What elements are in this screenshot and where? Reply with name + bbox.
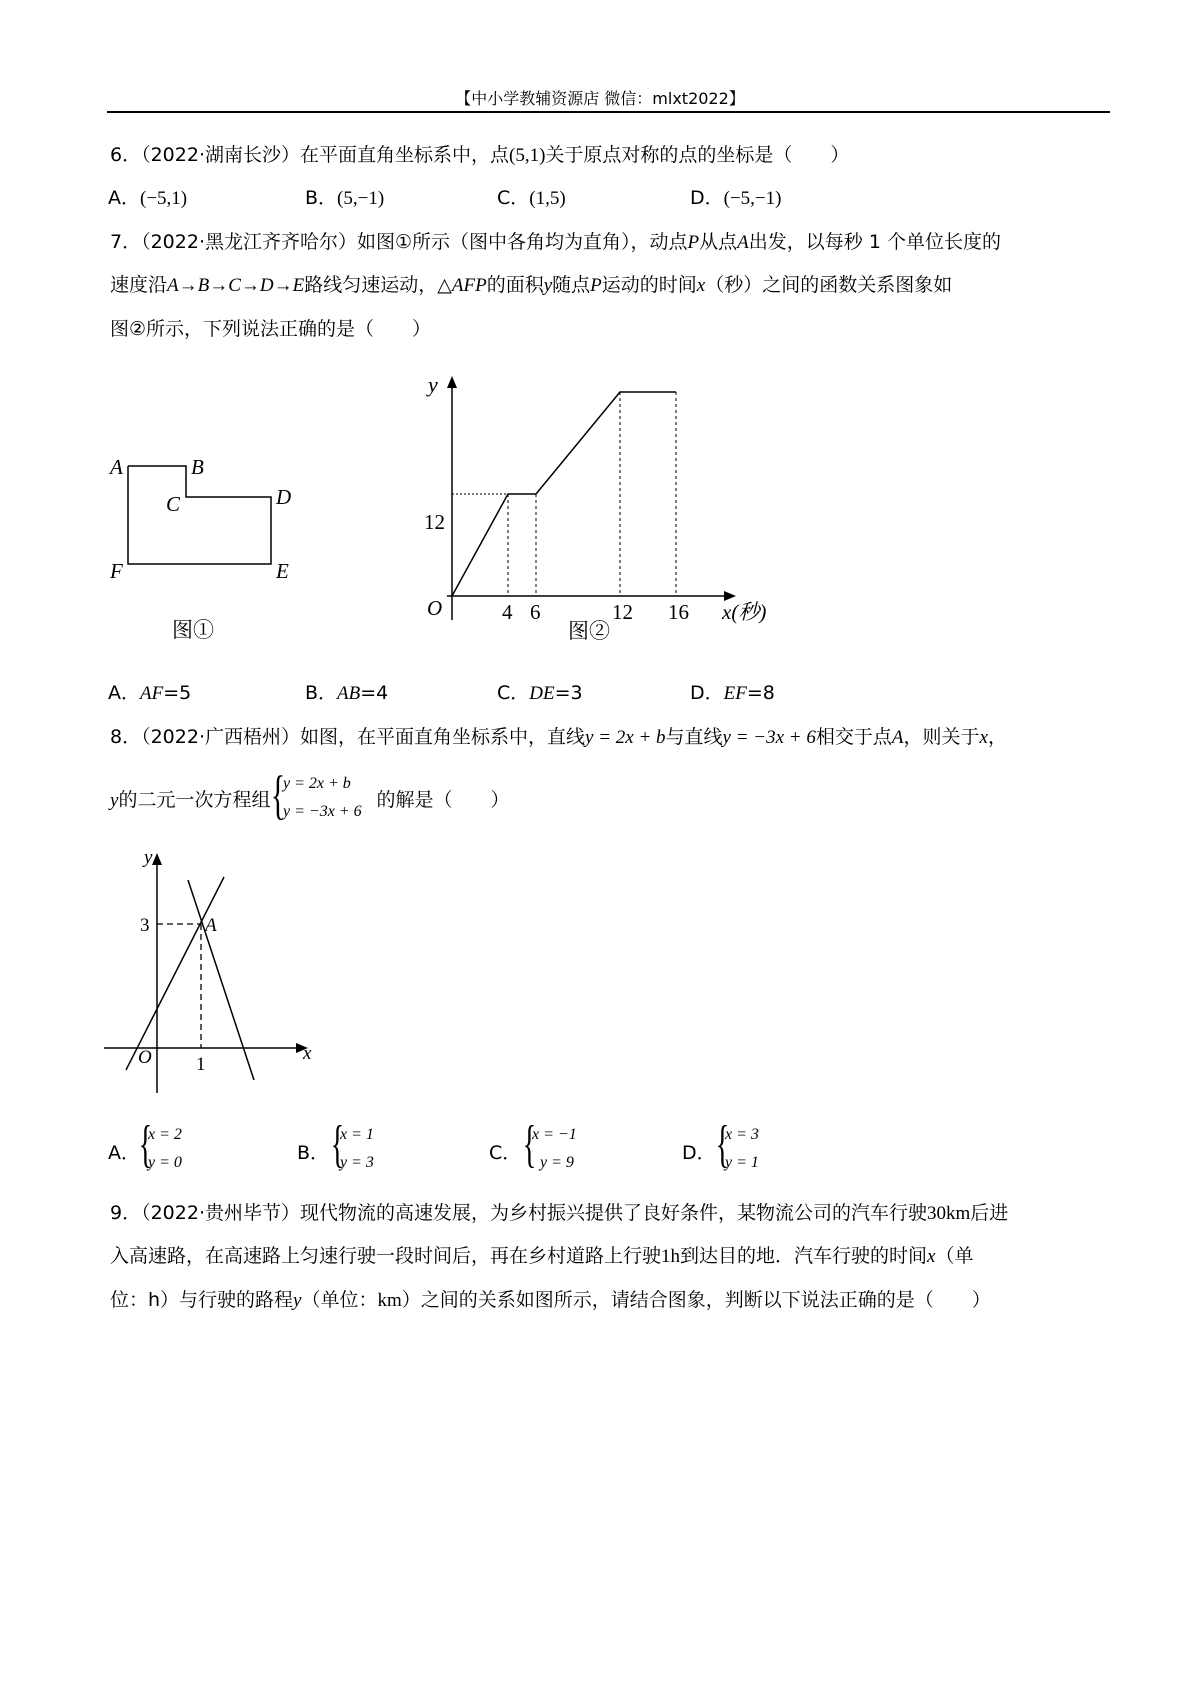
fig1-label-f: F: [110, 559, 123, 583]
q9-source: （2022·贵州毕节）: [141, 1202, 300, 1224]
q8-text: 如图，在平面直角坐标系中，直线: [300, 726, 586, 748]
page-header: 【中小学教辅资源店 微信：mlxt2022】: [455, 89, 745, 108]
q8-text: 的解是（ ）: [376, 789, 510, 811]
fig2-y-label: y: [428, 372, 438, 397]
q6-source: （2022·湖南长沙）: [141, 144, 300, 166]
q8-option-c-label: C．: [489, 1142, 522, 1164]
q6-option-b-value: (5,−1): [337, 188, 385, 209]
q8-option-c[interactable]: [489, 1140, 521, 1166]
fig2-xtick-12: 12: [612, 600, 633, 624]
q8-origin: O: [138, 1047, 152, 1068]
q7-figure1-outline: [128, 466, 271, 564]
q9-number: 9．: [110, 1202, 142, 1224]
q9-text: 位：h）与行驶的路程: [110, 1289, 294, 1311]
q9-unit: km: [377, 1290, 402, 1311]
q8-var-x: x: [979, 727, 988, 748]
q8-option-b-label: B．: [297, 1142, 330, 1164]
q7-option-d-var: EF: [723, 683, 747, 704]
fig1-caption: 图①: [172, 618, 214, 642]
fig2-caption: 图②: [568, 619, 610, 643]
q8-option-b-system: [340, 1121, 374, 1177]
q8-option-a-line1: x = 2: [148, 1126, 182, 1143]
q7-text: 的面积: [486, 274, 544, 296]
q9-text: 到达目的地．汽车行驶的时间: [680, 1245, 928, 1267]
q8-option-b[interactable]: [297, 1140, 329, 1166]
q6-option-a-label: A．: [108, 187, 140, 209]
q7-source: （2022·黑龙江齐齐哈尔）: [141, 231, 357, 253]
q8-option-d-line1: x = 3: [725, 1126, 759, 1143]
q8-line-2: [188, 880, 254, 1080]
q8-line-1: [126, 877, 224, 1070]
q8-text: ，: [987, 726, 1007, 748]
q9-stem-line2: [110, 1243, 973, 1270]
q8-var-a: A: [891, 727, 904, 748]
q7-stem-line3: 图②所示，下列说法正确的是（ ）: [110, 318, 432, 340]
q7-option-d-value: =8: [746, 682, 775, 704]
q8-stem-line1: [110, 724, 1007, 751]
q8-option-d-label: D．: [682, 1142, 716, 1164]
q7-option-b-label: B．: [305, 682, 338, 704]
q8-option-a[interactable]: [108, 1140, 140, 1166]
q8-option-c-line2: y = 9: [540, 1154, 574, 1171]
q7-stem-line1: [110, 229, 1001, 256]
q6-number: 6．: [110, 144, 142, 166]
q8-var-y: y: [110, 790, 119, 811]
q8-y-arrow: [152, 853, 162, 865]
q7-option-c-var: DE: [529, 683, 555, 704]
q8-x-label: x: [303, 1043, 312, 1064]
q7-var-a: A: [737, 232, 749, 253]
fig1-label-c: C: [166, 492, 181, 516]
q7-option-c-label: C．: [497, 682, 530, 704]
q8-ytick-3: 3: [140, 915, 150, 936]
q7-triangle: △AFP: [437, 275, 487, 296]
q7-number: 7．: [110, 231, 142, 253]
fig2-xtick-4: 4: [502, 600, 513, 624]
fig1-label-e: E: [276, 559, 289, 583]
q8-option-d-line2: y = 1: [725, 1154, 759, 1171]
q6-option-a[interactable]: [108, 185, 187, 212]
q6-option-c-label: C．: [497, 187, 530, 209]
q7-text: （秒）之间的函数关系图象如: [705, 274, 953, 296]
q6-option-b[interactable]: [305, 185, 384, 212]
q7-text: 从点: [699, 231, 738, 253]
q7-stem-line2: [110, 272, 952, 299]
q6-text-b: 关于原点对称的点的坐标是（ ）: [545, 144, 850, 166]
q8-system-eq1: y = 2x + b: [283, 775, 351, 792]
q7-path: A→B→C→D→E: [167, 275, 305, 296]
q7-option-d-label: D．: [690, 682, 724, 704]
q7-option-a-var: AF: [140, 683, 164, 704]
q9-stem-line3: [110, 1287, 991, 1314]
q8-source: （2022·广西梧州）: [141, 726, 300, 748]
q8-text: 的二元一次方程组: [118, 789, 271, 811]
q8-graph: [100, 845, 330, 1105]
q8-option-c-brace: {: [522, 1116, 537, 1173]
q8-option-d[interactable]: [682, 1140, 716, 1166]
q8-option-c-line1: x = −1: [532, 1126, 577, 1143]
fig2-y-arrow: [447, 376, 457, 388]
q8-text: 相交于点: [815, 726, 892, 748]
q7-option-a-value: =5: [163, 682, 192, 704]
q7-figure2-graph: [400, 370, 800, 670]
q9-var-y: y: [293, 1290, 302, 1311]
q7-var-x: x: [696, 275, 706, 296]
q9-text: ）之间的关系如图所示，请结合图象，判断以下说法正确的是（ ）: [401, 1289, 991, 1311]
q6-option-a-value: (−5,1): [140, 188, 188, 209]
q9-var-x: x: [927, 1246, 936, 1267]
fig1-label-a: A: [110, 455, 123, 479]
q6-option-c[interactable]: [497, 185, 566, 212]
q7-figure1: [100, 440, 320, 670]
q9-time: 1h: [661, 1246, 681, 1267]
q7-var-p: P: [590, 275, 602, 296]
q7-var-y: y: [543, 275, 553, 296]
q9-text: 现代物流的高速发展，为乡村振兴提供了良好条件，某物流公司的汽车行驶: [300, 1202, 928, 1224]
q9-stem-line1: [110, 1200, 1008, 1227]
q8-option-d-brace: {: [715, 1116, 730, 1173]
q7-var-p: P: [687, 232, 700, 253]
q8-y-label: y: [144, 847, 153, 868]
fig2-ytick-12: 12: [424, 510, 445, 534]
q8-option-a-line2: y = 0: [148, 1154, 182, 1171]
q7-text: 速度沿: [110, 274, 168, 296]
q7-option-a-label: A．: [108, 682, 140, 704]
q8-number: 8．: [110, 726, 142, 748]
q7-text: 运动的时间: [601, 274, 697, 296]
fig2-marks: [452, 392, 676, 596]
q6-text-a: 在平面直角坐标系中，点: [300, 144, 510, 166]
q7-text: 随点: [552, 274, 591, 296]
q8-equation-1: y = 2x + b: [585, 727, 666, 748]
q6-option-d-value: (−5,−1): [723, 188, 782, 209]
q8-text: ，则关于: [903, 726, 980, 748]
q8-option-a-label: A．: [108, 1142, 140, 1164]
fig1-label-b: B: [191, 455, 204, 479]
q8-system: [283, 770, 362, 826]
q9-distance: 30km: [927, 1203, 971, 1224]
fig1-label-d: D: [276, 485, 292, 509]
q8-option-b-brace: {: [330, 1116, 345, 1173]
q7-text: 路线匀速运动，: [304, 274, 438, 296]
q7-option-b[interactable]: [305, 680, 388, 707]
q6-option-d-label: D．: [690, 187, 724, 209]
fig2-xtick-16: 16: [668, 600, 689, 624]
q6-option-d[interactable]: [690, 185, 781, 212]
q8-text: 与直线: [665, 726, 723, 748]
q7-option-d[interactable]: [690, 680, 775, 707]
q7-text: 出发，以每秒 1 个单位长度的: [748, 231, 1001, 253]
q6-point: (5,1): [509, 145, 546, 166]
fig2-origin: O: [427, 596, 443, 620]
q7-option-c[interactable]: [497, 680, 583, 707]
header-rule: [107, 111, 1110, 113]
q8-option-c-system: [532, 1121, 577, 1177]
q6-stem: [110, 142, 849, 169]
q8-option-b-line1: x = 1: [340, 1126, 374, 1143]
q8-option-b-line2: y = 3: [340, 1154, 374, 1171]
q7-option-c-value: =3: [554, 682, 583, 704]
q8-point-a: A: [205, 915, 217, 936]
q7-option-b-value: =4: [360, 682, 389, 704]
q7-text: 如图①所示（图中各角均为直角），动点: [357, 231, 688, 253]
q7-option-b-var: AB: [337, 683, 361, 704]
q9-text: （单位：: [301, 1289, 378, 1311]
q8-option-a-system: [148, 1121, 182, 1177]
fig2-xtick-6: 6: [530, 600, 541, 624]
fig2-x-label: x(秒): [722, 600, 767, 624]
q8-xtick-1: 1: [196, 1054, 206, 1075]
q8-system-brace: {: [270, 765, 286, 825]
q8-option-d-system: [725, 1121, 759, 1177]
q6-option-c-value: (1,5): [529, 188, 566, 209]
q9-text: （单: [935, 1245, 974, 1267]
q8-option-a-brace: {: [138, 1116, 153, 1173]
q8-equation-2: y = −3x + 6: [722, 727, 816, 748]
q9-text: 后进: [970, 1202, 1009, 1224]
q6-option-b-label: B．: [305, 187, 338, 209]
q9-text: 入高速路，在高速路上匀速行驶一段时间后，再在乡村道路上行驶: [110, 1245, 662, 1267]
q8-system-eq2: y = −3x + 6: [283, 803, 362, 820]
q7-option-a[interactable]: [108, 680, 191, 707]
